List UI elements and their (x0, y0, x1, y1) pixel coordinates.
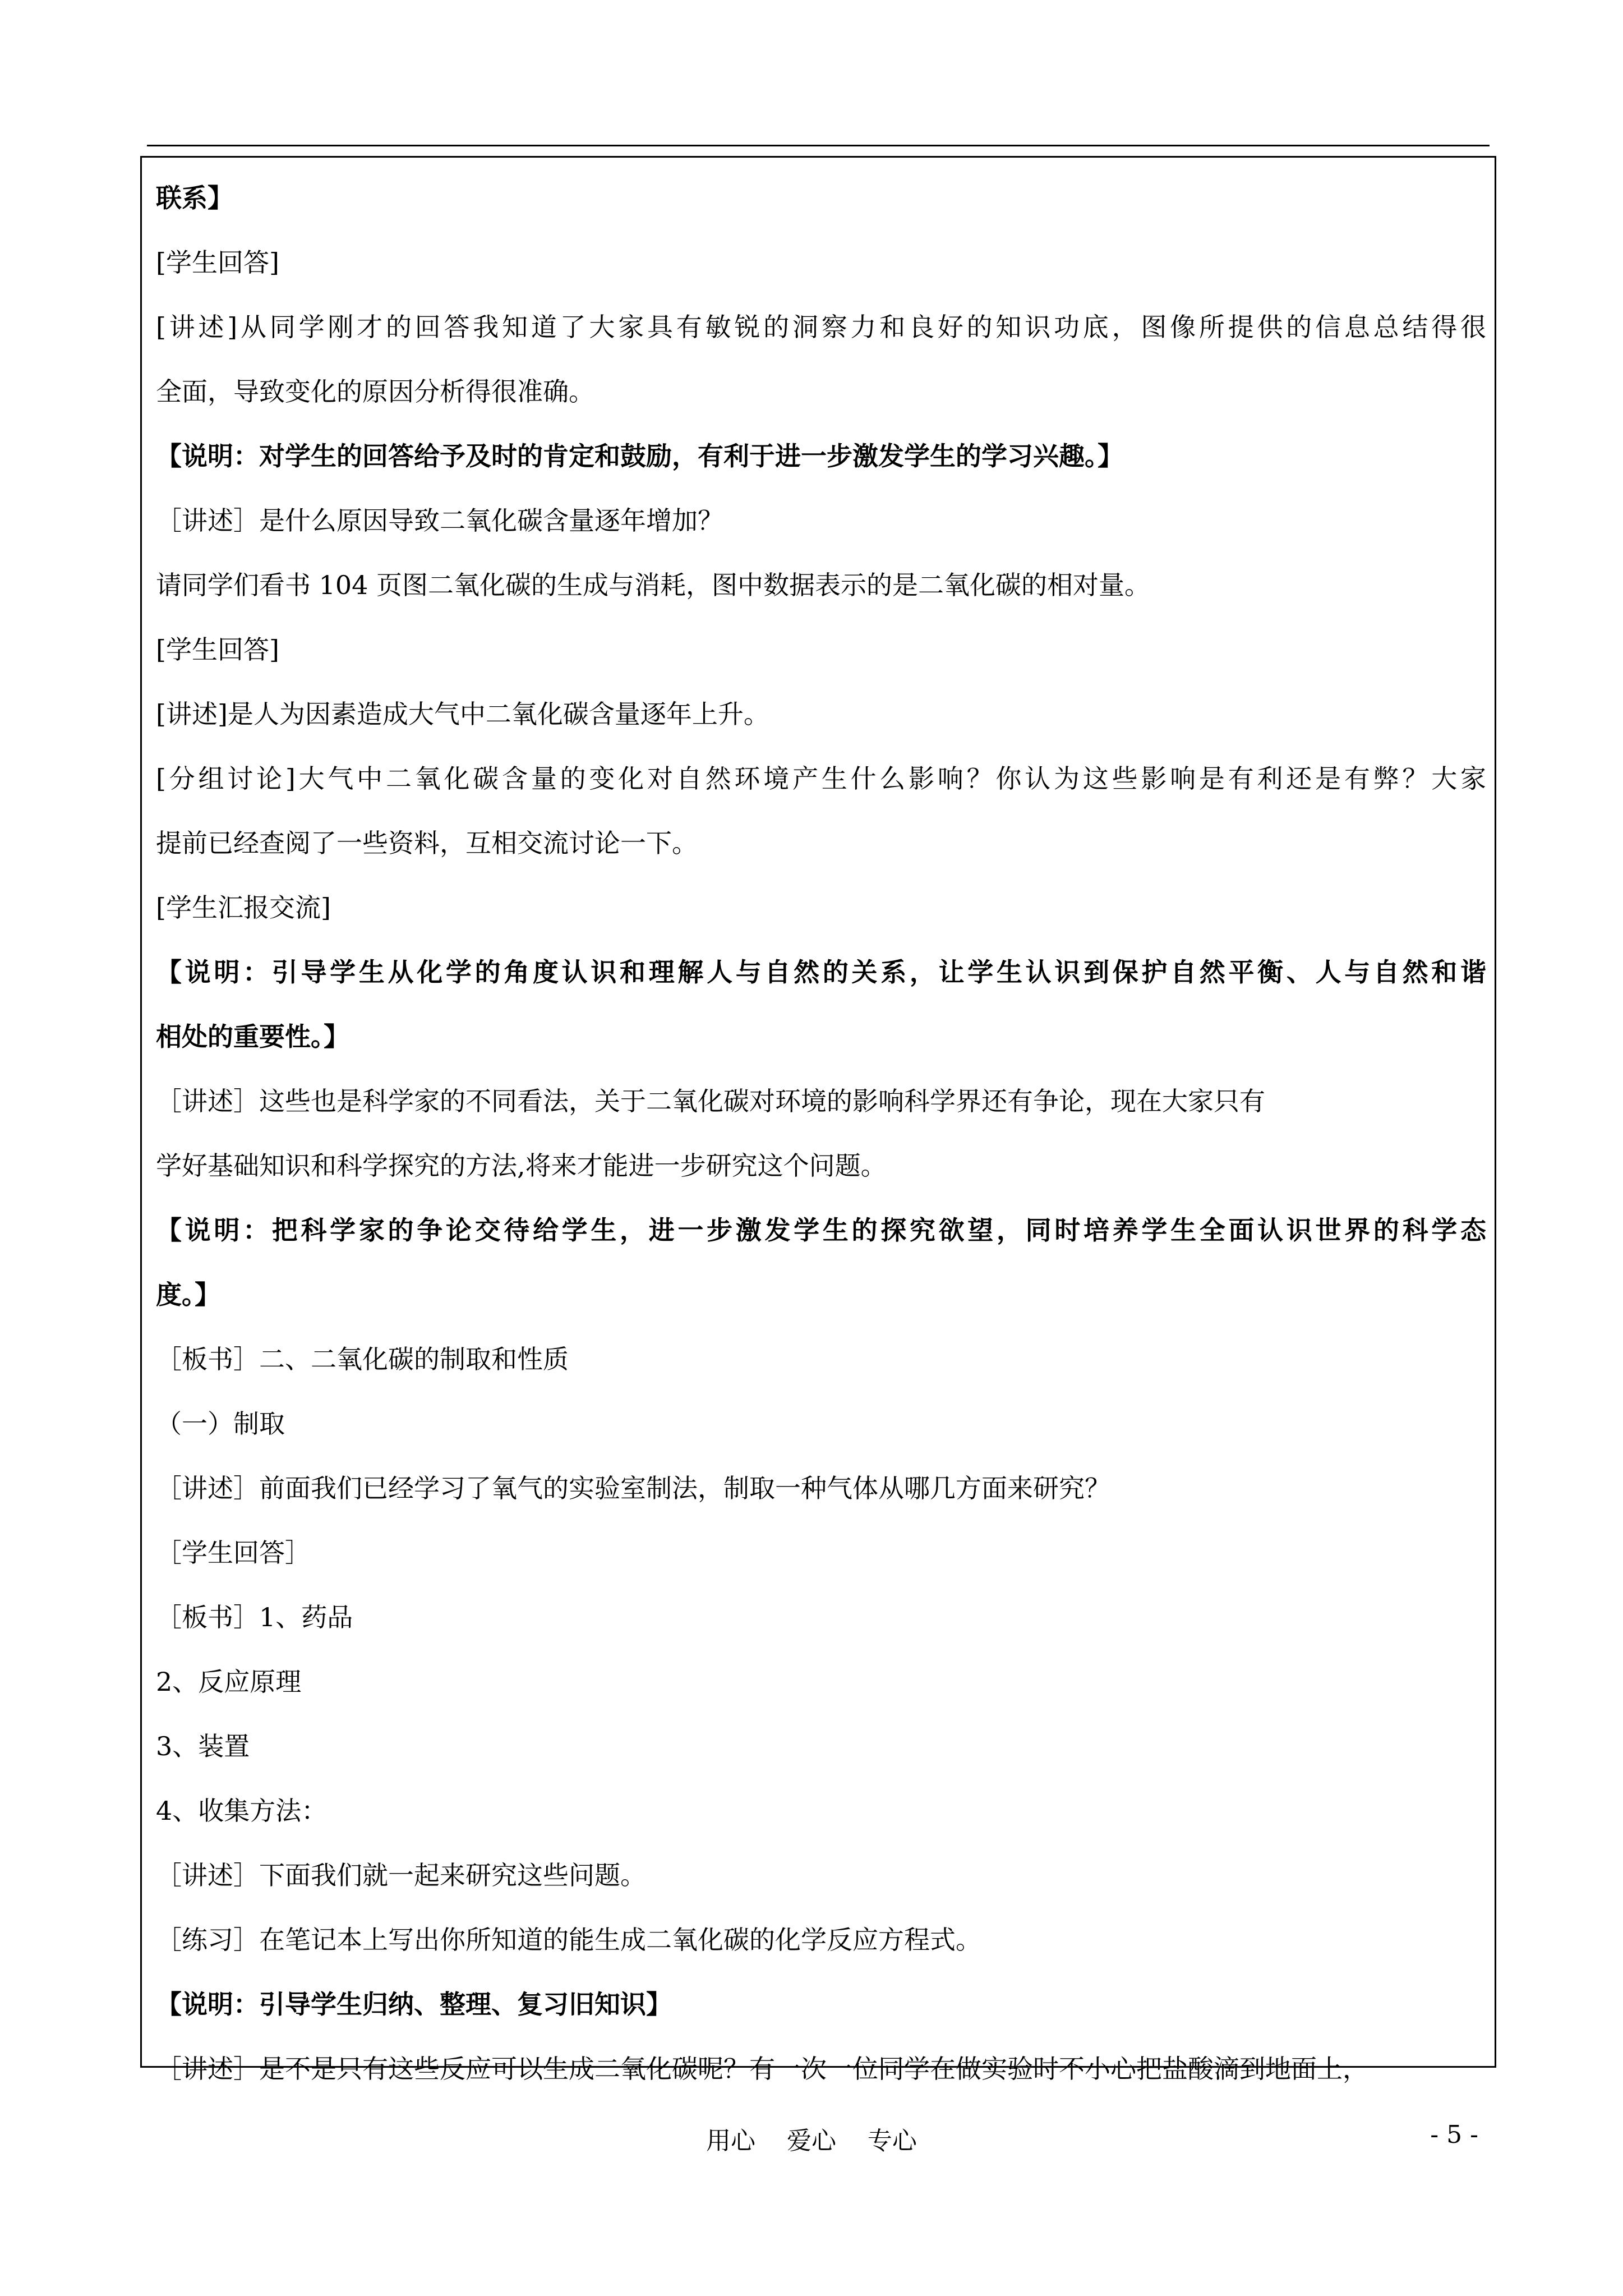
text-line: ［讲述］前面我们已经学习了氧气的实验室制法，制取一种气体从哪几方面来研究？ (156, 1473, 1110, 1503)
note-line: 相处的重要性。】 (156, 1022, 349, 1052)
note-line: 联系】 (156, 183, 233, 213)
text-line: 3、装置 (156, 1731, 250, 1761)
footer-motto: 用心 爱心 专心 (706, 2127, 917, 2155)
text-line: 学好基础知识和科学探究的方法,将来才能进一步研究这个问题。 (156, 1151, 887, 1181)
text-line: ［练习］在笔记本上写出你所知道的能生成二氧化碳的化学反应方程式。 (156, 1925, 981, 1955)
text-line: ［板书］二、二氧化碳的制取和性质 (156, 1344, 569, 1374)
text-line: [讲述]从同学刚才的回答我知道了大家具有敏锐的洞察力和良好的知识功底，图像所提供的信息总结得很 (156, 312, 1486, 342)
document-body (156, 166, 1486, 2084)
text-line: [分组讨论]大气中二氧化碳含量的变化对自然环境产生什么影响？你认为这些影响是有利还是有弊？大家 (156, 763, 1486, 794)
text-line: 4、收集方法： (156, 1796, 328, 1826)
text-line: 请同学们看书 104 页图二氧化碳的生成与消耗，图中数据表示的是二氧化碳的相对量。 (156, 570, 1151, 600)
text-line: [学生汇报交流] (156, 892, 331, 923)
text-line: ［学生回答］ (156, 1538, 311, 1568)
text-line: 全面，导致变化的原因分析得很准确。 (156, 376, 594, 407)
header-rule (147, 145, 1490, 146)
note-line: 【说明：引导学生归纳、整理、复习旧知识】 (156, 1989, 672, 2019)
text-line: [学生回答] (156, 247, 279, 278)
note-line: 【说明：把科学家的争论交待给学生，进一步激发学生的探究欲望，同时培养学生全面认识世界的科学态 (156, 1215, 1486, 1245)
text-line: 2、反应原理 (156, 1667, 302, 1697)
text-line: ［讲述］是不是只有这些反应可以生成二氧化碳呢？有一次一位同学在做实验时不小心把盐酸滴到地面上， (156, 2054, 1368, 2084)
text-line: ［讲述］这些也是科学家的不同看法，关于二氧化碳对环境的影响科学界还有争论，现在大家只有 (156, 1086, 1265, 1116)
text-line: 提前已经查阅了一些资料，互相交流讨论一下。 (156, 828, 698, 858)
text-line: [学生回答] (156, 634, 279, 665)
note-line: 【说明：引导学生从化学的角度认识和理解人与自然的关系，让学生认识到保护自然平衡、人与自然和谐 (156, 957, 1486, 987)
page-number: - 5 - (1430, 2120, 1478, 2149)
text-line: ［讲述］是什么原因导致二氧化碳含量逐年增加？ (156, 505, 723, 536)
note-line: 【说明：对学生的回答给予及时的肯定和鼓励，有利于进一步激发学生的学习兴趣。】 (156, 441, 1123, 471)
text-line: [讲述]是人为因素造成大气中二氧化碳含量逐年上升。 (156, 699, 769, 729)
text-line: （一）制取 (156, 1409, 285, 1439)
text-line: ［讲述］下面我们就一起来研究这些问题。 (156, 1860, 646, 1890)
text-line: ［板书］1、药品 (156, 1602, 353, 1632)
note-line: 度。】 (156, 1280, 220, 1310)
